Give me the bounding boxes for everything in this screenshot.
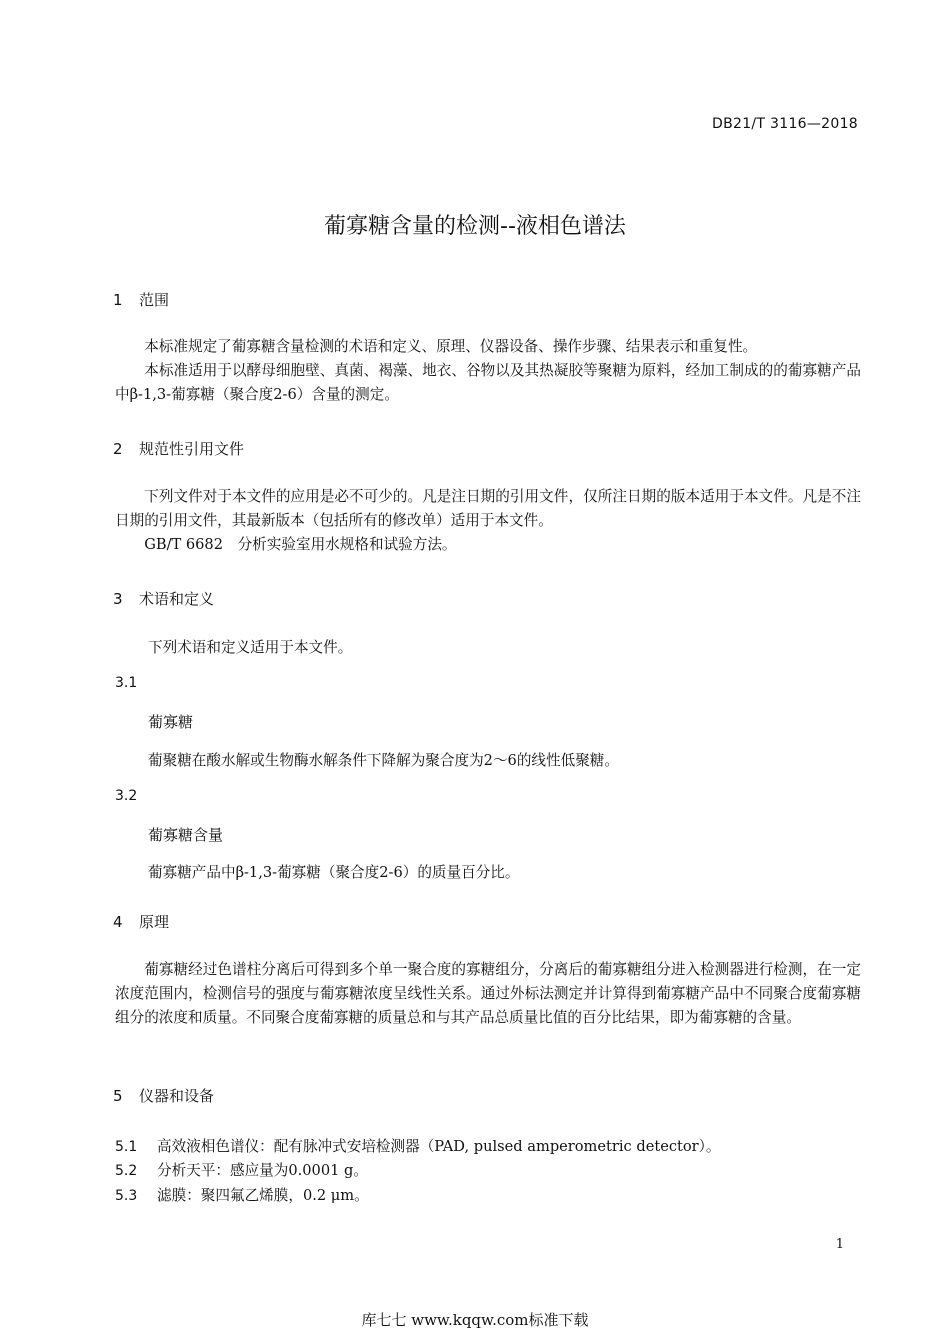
page-number: 1 bbox=[835, 1237, 844, 1252]
term-name: 葡寡糖含量 bbox=[148, 826, 224, 844]
item-text: 分析天平：感应量为0.0001 g。 bbox=[157, 1162, 368, 1179]
item-number: 5.2 bbox=[115, 1163, 138, 1179]
page-title: 葡寡糖含量的检测--液相色谱法 bbox=[324, 214, 626, 239]
section-3-heading bbox=[113, 588, 214, 609]
normative-reference: GB/T 6682 分析实验室用水规格和试验方法。 bbox=[144, 536, 457, 553]
equipment-item bbox=[115, 1159, 368, 1180]
paragraph: 下列文件对于本文件的应用是必不可少的。凡是注日期的引用文件，仅所注日期的版本适用于本文件。凡是不注日期的引用文件，其最新版本（包括所有的修改单）适用于本文件。 bbox=[115, 488, 861, 529]
paragraph: 本标准规定了葡寡糖含量检测的术语和定义、原理、仪器设备、操作步骤、结果表示和重复性。 bbox=[144, 338, 758, 355]
paragraph: 本标准适用于以酵母细胞壁、真菌、褐藻、地衣、谷物以及其热凝胶等聚糖为原料，经加工制成的的葡寡糖产品中β-1,3-葡寡糖（聚合度2-6）含量的测定。 bbox=[115, 362, 861, 403]
section-number: 3 bbox=[113, 590, 123, 608]
item-number: 5.3 bbox=[115, 1188, 138, 1204]
paragraph: 葡寡糖经过色谱柱分离后可得到多个单一聚合度的寡糖组分，分离后的葡寡糖组分进入检测器进行检测，在一定浓度范围内，检测信号的强度与葡寡糖浓度呈线性关系。通过外标法测定并计算得到葡寡糖产品中不同聚合度葡寡糖组分的浓度和质量。不同聚合度葡寡糖的质量总和与其产品总质量比值的百分比结果，即为葡寡糖的含量。 bbox=[115, 961, 861, 1026]
section-title: 原理 bbox=[139, 913, 170, 931]
term-number: 3.1 bbox=[115, 675, 138, 691]
section-number: 5 bbox=[113, 1087, 123, 1105]
section-5-heading bbox=[113, 1085, 214, 1106]
section-title: 范围 bbox=[139, 291, 170, 309]
term-name: 葡寡糖 bbox=[148, 713, 194, 731]
term-number: 3.2 bbox=[115, 788, 138, 804]
item-number: 5.1 bbox=[115, 1139, 138, 1155]
standard-code: DB21/T 3116—2018 bbox=[712, 116, 858, 132]
section-4-body bbox=[115, 958, 861, 1030]
section-number: 4 bbox=[113, 913, 123, 931]
term-definition: 葡寡糖产品中β-1,3-葡寡糖（聚合度2-6）的质量百分比。 bbox=[148, 864, 520, 881]
section-number: 1 bbox=[113, 291, 123, 309]
section-3-intro: 下列术语和定义适用于本文件。 bbox=[148, 639, 353, 656]
section-1-heading bbox=[113, 289, 169, 310]
section-4-heading bbox=[113, 911, 169, 932]
equipment-item bbox=[115, 1135, 721, 1156]
section-number: 2 bbox=[113, 440, 123, 458]
section-2-body bbox=[115, 485, 861, 557]
section-title: 仪器和设备 bbox=[139, 1087, 215, 1105]
item-text: 滤膜：聚四氟乙烯膜，0.2 μm。 bbox=[157, 1187, 369, 1204]
section-title: 规范性引用文件 bbox=[139, 440, 245, 458]
section-title: 术语和定义 bbox=[139, 590, 215, 608]
footer-watermark: 库七七 www.kqqw.com标准下载 bbox=[361, 1311, 589, 1329]
equipment-item bbox=[115, 1184, 369, 1205]
term-definition: 葡聚糖在酸水解或生物酶水解条件下降解为聚合度为2～6的线性低聚糖。 bbox=[148, 752, 619, 769]
section-1-body bbox=[115, 335, 861, 407]
section-2-heading bbox=[113, 438, 244, 459]
item-text: 高效液相色谱仪：配有脉冲式安培检测器（PAD, pulsed amperometric detector）。 bbox=[157, 1138, 721, 1155]
